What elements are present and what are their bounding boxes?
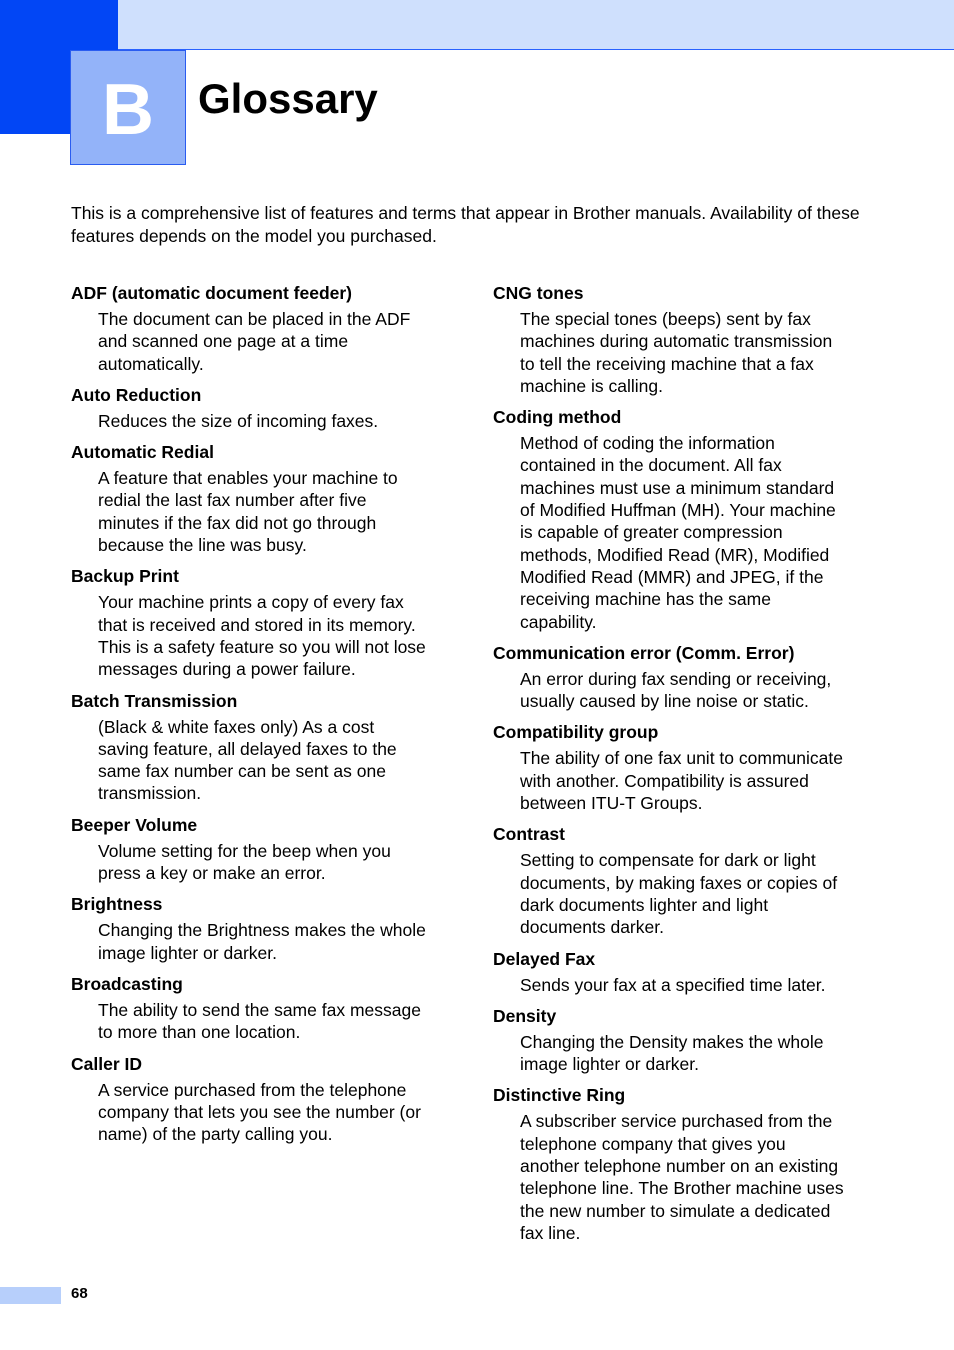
glossary-definition bbox=[98, 467, 443, 556]
definition-line: The ability to send the same fax message bbox=[98, 999, 421, 1020]
definition-line: another telephone number on an existing bbox=[520, 1156, 839, 1177]
glossary-term: Delayed Fax bbox=[493, 948, 596, 969]
definition-line: name) of the party calling you. bbox=[98, 1124, 333, 1145]
definition-line: to more than one location. bbox=[98, 1022, 301, 1043]
glossary-column-left bbox=[71, 282, 441, 1154]
glossary-definition bbox=[98, 591, 443, 680]
glossary-term: ADF (automatic document feeder) bbox=[71, 283, 352, 303]
definition-line: image lighter or darker. bbox=[98, 942, 277, 963]
glossary-entry bbox=[71, 690, 441, 805]
glossary-definition bbox=[520, 747, 865, 814]
glossary-entry bbox=[493, 642, 863, 713]
definition-line: telephone line. The Brother machine uses bbox=[520, 1178, 844, 1199]
glossary-definition bbox=[98, 1079, 443, 1146]
glossary-term: Broadcasting bbox=[71, 973, 183, 994]
glossary-definition bbox=[520, 1110, 865, 1244]
definition-line: An error during fax sending or receiving, bbox=[520, 668, 832, 689]
definition-line: methods, Modified Read (MR), Modified bbox=[520, 544, 830, 565]
page-number-tab bbox=[0, 1287, 61, 1304]
definition-line: Your machine prints a copy of every fax bbox=[98, 592, 404, 613]
chapter-letter: B bbox=[102, 69, 154, 150]
definition-line: redial the last fax number after five bbox=[98, 490, 367, 511]
definition-line: This is a safety feature so you will not lose bbox=[98, 636, 426, 657]
definition-line: Volume setting for the beep when you bbox=[98, 840, 391, 861]
definition-line: image lighter or darker. bbox=[520, 1054, 699, 1075]
glossary-entry bbox=[71, 384, 441, 432]
definition-line: transmission. bbox=[98, 783, 202, 804]
definition-line: machines during automatic transmission bbox=[520, 331, 833, 352]
glossary-entry bbox=[71, 814, 441, 885]
definition-line: of Modified Huffman (MH). Your machine bbox=[520, 500, 836, 521]
intro-paragraph: This is a comprehensive list of features and terms that appear in Brother manuals. Availability of these features depends on the model you purchased. bbox=[71, 203, 860, 246]
definition-line: that is received and stored in its memory. bbox=[98, 614, 416, 635]
definition-line: Changing the Brightness makes the whole bbox=[98, 920, 426, 941]
glossary-entry bbox=[493, 406, 863, 633]
definition-line: minutes if the fax did not go through bbox=[98, 512, 377, 533]
glossary-entry bbox=[493, 823, 863, 938]
definition-line: receiving machine has the same bbox=[520, 589, 771, 610]
definition-line: Changing the Density makes the whole bbox=[520, 1031, 824, 1052]
glossary-term: Compatibility group bbox=[493, 722, 659, 743]
glossary-column-right bbox=[493, 282, 863, 1253]
page-title: Glossary bbox=[198, 75, 378, 122]
glossary-definition bbox=[520, 1031, 865, 1076]
glossary-definition bbox=[98, 308, 443, 375]
definition-line: Modified Read (MMR) and JPEG, if the bbox=[520, 566, 824, 587]
glossary-entry bbox=[493, 948, 863, 996]
definition-line: (Black & white faxes only) As a cost bbox=[98, 716, 375, 737]
glossary-term: Distinctive Ring bbox=[493, 1085, 626, 1106]
definition-line: company that lets you see the number (or bbox=[98, 1101, 421, 1122]
glossary-entry bbox=[493, 721, 863, 814]
definition-line: Reduces the size of incoming faxes. bbox=[98, 410, 379, 431]
definition-line: The document can be placed in the ADF bbox=[98, 309, 411, 329]
definition-line: Setting to compensate for dark or light bbox=[520, 850, 816, 871]
glossary-entry bbox=[71, 973, 441, 1044]
definition-line: telephone company that gives you bbox=[520, 1133, 786, 1154]
glossary-term: Automatic Redial bbox=[71, 442, 214, 463]
glossary-definition bbox=[520, 308, 865, 397]
glossary-term: Backup Print bbox=[71, 566, 179, 587]
definition-line: to tell the receiving machine that a fax bbox=[520, 353, 814, 374]
glossary-definition bbox=[98, 716, 443, 805]
definition-line: Sends your fax at a specified time later. bbox=[520, 974, 826, 995]
glossary-entry bbox=[493, 282, 863, 397]
glossary-definition bbox=[520, 432, 865, 633]
glossary-definition bbox=[98, 919, 443, 964]
glossary-entry bbox=[71, 1053, 441, 1146]
glossary-term: Auto Reduction bbox=[71, 384, 202, 405]
glossary-term: Beeper Volume bbox=[71, 814, 198, 835]
definition-line: with another. Compatibility is assured bbox=[520, 770, 809, 791]
glossary-term: Coding method bbox=[493, 407, 622, 428]
glossary-term: Communication error (Comm. Error) bbox=[493, 642, 795, 663]
glossary-entry bbox=[71, 893, 441, 964]
definition-line: the new number to simulate a dedicated bbox=[520, 1200, 831, 1221]
definition-line: automatically. bbox=[98, 353, 204, 374]
header-band bbox=[0, 0, 954, 50]
definition-line: because the line was busy. bbox=[98, 535, 307, 556]
definition-line: machine is calling. bbox=[520, 375, 663, 396]
glossary-definition bbox=[98, 999, 443, 1044]
page-number: 68 bbox=[71, 1285, 88, 1302]
definition-line: messages during a power failure. bbox=[98, 659, 356, 680]
glossary-term: CNG tones bbox=[493, 283, 584, 303]
chapter-box bbox=[70, 50, 186, 165]
glossary-entry bbox=[493, 1084, 863, 1244]
definition-line: A service purchased from the telephone bbox=[98, 1079, 407, 1100]
definition-line: is capable of greater compression bbox=[520, 522, 783, 543]
definition-line: Method of coding the information bbox=[520, 433, 775, 454]
definition-line: usually caused by line noise or static. bbox=[520, 691, 809, 712]
glossary-term: Caller ID bbox=[71, 1053, 142, 1074]
glossary-term: Contrast bbox=[493, 824, 565, 845]
glossary-definition bbox=[520, 849, 865, 938]
definition-line: fax line. bbox=[520, 1222, 581, 1243]
definition-line: A subscriber service purchased from the bbox=[520, 1111, 833, 1132]
definition-line: and scanned one page at a time bbox=[98, 331, 349, 352]
definition-line: dark documents lighter and light bbox=[520, 894, 769, 915]
glossary-definition bbox=[520, 974, 865, 996]
definition-line: capability. bbox=[520, 611, 597, 632]
definition-line: A feature that enables your machine to bbox=[98, 468, 398, 489]
glossary-definition bbox=[520, 668, 865, 713]
glossary-term: Brightness bbox=[71, 894, 163, 915]
definition-line: machines must use a minimum standard bbox=[520, 477, 835, 498]
definition-line: between ITU-T Groups. bbox=[520, 793, 703, 814]
definition-line: saving feature, all delayed faxes to the bbox=[98, 738, 397, 759]
glossary-entry bbox=[71, 441, 441, 556]
definition-line: documents, by making faxes or copies of bbox=[520, 872, 838, 893]
definition-line: The special tones (beeps) sent by fax bbox=[520, 309, 811, 329]
glossary-term: Batch Transmission bbox=[71, 690, 238, 711]
glossary-entry bbox=[493, 1005, 863, 1076]
definition-line: same fax number can be sent as one bbox=[98, 761, 386, 782]
definition-line: The ability of one fax unit to communicate bbox=[520, 748, 843, 769]
glossary-entry bbox=[71, 565, 441, 680]
glossary-entry bbox=[71, 282, 441, 375]
definition-line: documents darker. bbox=[520, 917, 664, 938]
definition-line: contained in the document. All fax bbox=[520, 455, 782, 476]
glossary-definition bbox=[98, 410, 443, 432]
definition-line: press a key or make an error. bbox=[98, 863, 326, 884]
glossary-definition bbox=[98, 840, 443, 885]
glossary-term: Density bbox=[493, 1005, 557, 1026]
